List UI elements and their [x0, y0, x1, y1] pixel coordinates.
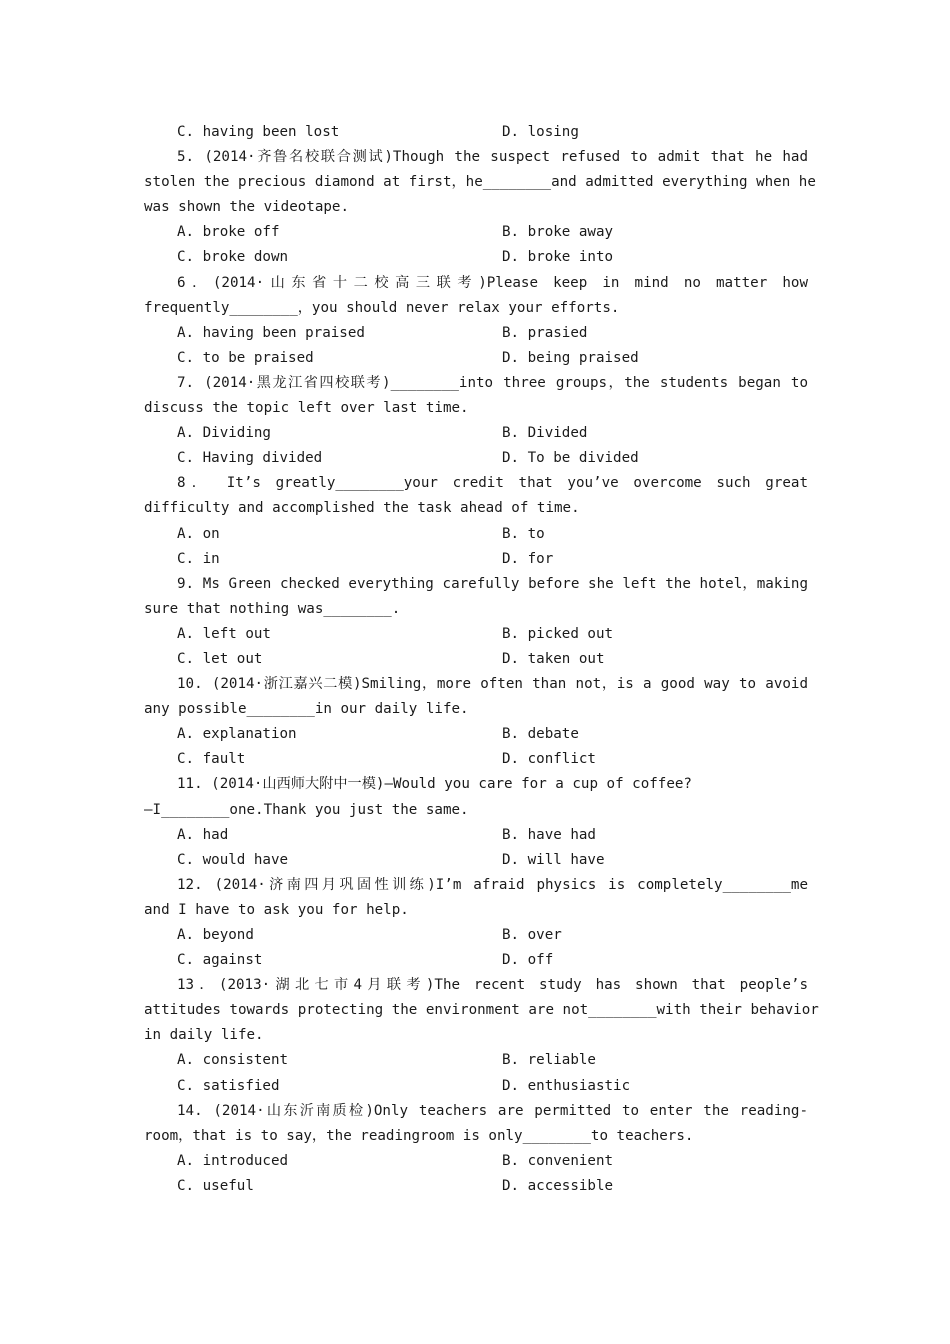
option-d: D. off — [502, 952, 554, 969]
question-item — [144, 371, 808, 471]
option-d: D. will have — [502, 851, 605, 868]
option-c: C. against — [177, 952, 263, 969]
question-stem: 12. (2014·济南四月巩固性训练)I’m afraid physics is completely________me — [177, 876, 808, 893]
option-d: D. being praised — [502, 349, 639, 366]
option-d: D. accessible — [502, 1177, 614, 1194]
question-item — [144, 572, 808, 672]
options-row — [144, 722, 808, 747]
options-row — [144, 848, 808, 873]
option-a: A. left out — [177, 625, 271, 642]
question-stem-continued: —I________one.Thank you just the same. — [144, 801, 469, 818]
option-c: C. broke down — [177, 249, 289, 266]
question-stem: 11. (2014·山西师大附中一模)—Would you care for a cup of coffee? — [177, 776, 692, 793]
question-stem-continued: room，that is to say，the readingroom is only________to teachers. — [144, 1127, 694, 1144]
worksheet-page — [144, 120, 819, 1199]
option-c: C. having been lost — [177, 124, 340, 140]
question-list — [144, 145, 819, 1199]
question-item — [144, 772, 808, 872]
option-a: A. broke off — [177, 224, 280, 241]
options-row — [144, 948, 808, 973]
question-stem-continued: attitudes towards protecting the environment are not________with their behavior — [144, 1002, 819, 1019]
option-a: A. on — [177, 525, 220, 542]
option-d: D. conflict — [502, 751, 596, 768]
question-item — [144, 1099, 808, 1199]
option-b: B. over — [502, 927, 562, 943]
option-d: D. losing — [502, 124, 579, 140]
question-item — [144, 873, 808, 973]
options-row — [144, 1174, 808, 1199]
option-c: C. Having divided — [177, 450, 323, 467]
option-d: D. broke into — [502, 249, 614, 266]
question-stem: 8． It’s greatly________your credit that you’ve overcome such great — [177, 475, 808, 492]
option-a: A. consistent — [177, 1052, 289, 1069]
question-stem: 5. (2014·齐鲁名校联合测试)Though the suspect refused to admit that he had — [177, 149, 808, 166]
question-stem-continued: and I have to ask you for help. — [144, 901, 409, 918]
option-d: D. taken out — [502, 650, 605, 667]
option-b: B. debate — [502, 726, 579, 743]
options-row — [144, 120, 808, 145]
options-row — [144, 747, 808, 772]
option-a: A. had — [177, 826, 229, 843]
options-row — [144, 823, 808, 848]
option-a: A. beyond — [177, 927, 254, 943]
question-item — [144, 471, 808, 571]
option-b: B. have had — [502, 826, 596, 843]
option-c: C. in — [177, 550, 220, 567]
options-row — [144, 1048, 808, 1073]
option-a: A. having been praised — [177, 324, 365, 341]
option-b: B. Divided — [502, 425, 588, 442]
option-d: D. for — [502, 550, 554, 567]
question-stem: 6．(2014·山东省十二校高三联考)Please keep in mind no matter how — [177, 274, 808, 291]
question-stem-continued: frequently________，you should never relax your efforts. — [144, 299, 620, 316]
options-row — [144, 622, 808, 647]
question-stem-continued: sure that nothing was________. — [144, 600, 401, 617]
options-row — [144, 547, 808, 572]
option-b: B. reliable — [502, 1052, 596, 1069]
question-stem: 14. (2014·山东沂南质检)Only teachers are permitted to enter the reading- — [177, 1102, 808, 1119]
question-item — [144, 973, 819, 1098]
option-a: A. explanation — [177, 726, 297, 743]
option-c: C. satisfied — [177, 1077, 280, 1094]
options-row — [144, 923, 808, 948]
option-c: C. would have — [177, 851, 289, 868]
option-d: D. enthusiastic — [502, 1077, 631, 1094]
options-row — [144, 446, 808, 471]
options-row — [144, 346, 808, 371]
options-row — [144, 321, 808, 346]
option-b: B. prasied — [502, 324, 588, 341]
question-item — [144, 672, 808, 772]
options-row — [144, 1149, 808, 1174]
option-b: B. convenient — [502, 1152, 614, 1169]
option-a: A. Dividing — [177, 425, 271, 442]
options-row — [144, 220, 808, 245]
question-item — [144, 145, 816, 270]
question-stem: 10. (2014·浙江嘉兴二模)Smiling，more often than not，is a good way to avoid — [177, 676, 808, 693]
question-stem-continued: discuss the topic left over last time. — [144, 400, 469, 417]
option-b: B. to — [502, 525, 545, 542]
option-b: B. broke away — [502, 224, 614, 241]
question-stem-continued: any possible________in our daily life. — [144, 701, 469, 718]
question-item — [144, 271, 808, 371]
options-row — [144, 522, 808, 547]
question-stem: 9. Ms Green checked everything carefully before she left the hotel，making — [177, 575, 808, 592]
question-stem-continued: stolen the precious diamond at first，he________and admitted everything when he — [144, 174, 816, 191]
option-c: C. fault — [177, 751, 246, 768]
option-c: C. useful — [177, 1177, 254, 1194]
question-stem-continued: was shown the videotape. — [144, 199, 349, 216]
options-row — [144, 421, 808, 446]
option-a: A. introduced — [177, 1152, 289, 1169]
option-c: C. to be praised — [177, 349, 314, 366]
option-c: C. let out — [177, 650, 263, 667]
question-stem: 13．(2013·湖北七市4月联考)The recent study has shown that people’s — [177, 977, 808, 994]
question-stem-continued: in daily life. — [144, 1027, 264, 1044]
question-stem: 7. (2014·黑龙江省四校联考)________into three groups，the students began to — [177, 374, 808, 391]
option-b: B. picked out — [502, 625, 614, 642]
options-row — [144, 1074, 808, 1099]
options-row — [144, 245, 808, 270]
option-d: D. To be divided — [502, 450, 639, 467]
question-stem-continued: difficulty and accomplished the task ahead of time. — [144, 500, 580, 517]
options-row — [144, 647, 808, 672]
